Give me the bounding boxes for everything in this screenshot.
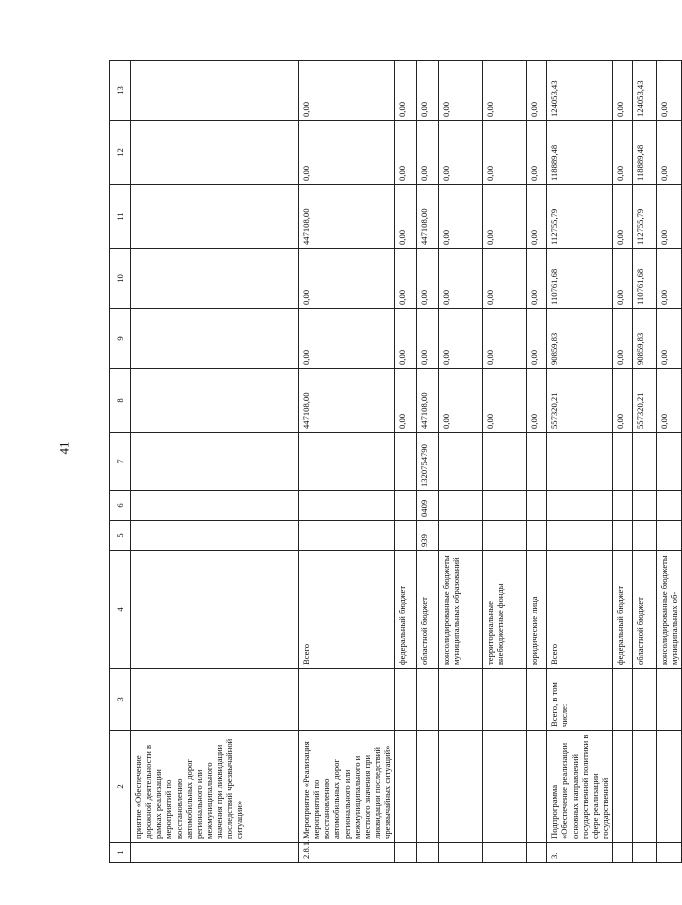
table-cell [395,521,417,551]
table-cell [299,669,395,731]
table-cell: 0,00 [439,61,483,121]
table-cell: 3. [547,843,613,863]
table-cell [417,843,439,863]
table-cell: 118889,48 [547,121,613,185]
table-cell: 112755,79 [547,185,613,249]
table-cell [131,121,299,185]
table-cell [657,731,682,843]
table-cell [131,669,299,731]
table-cell: 0,00 [483,121,527,185]
table-cell [131,843,299,863]
table-cell: 0,00 [299,249,395,309]
table-cell [483,669,527,731]
col-num: 1 [110,843,131,863]
table-cell [395,491,417,521]
table-cell: 90859,83 [633,309,657,369]
table-cell: 0,00 [439,249,483,309]
table-cell [483,731,527,843]
table-cell [527,843,547,863]
table-cell: федеральный бюджет [395,551,417,669]
table-cell: 110761,68 [547,249,613,309]
table-cell: 447108,00 [417,185,439,249]
table-row [483,61,527,863]
col-num: 11 [110,185,131,249]
table-cell [439,731,483,843]
col-num: 5 [110,521,131,551]
table-cell [483,491,527,521]
table-cell [131,309,299,369]
table-cell: 112755,79 [633,185,657,249]
table-cell: областной бюджет [633,551,657,669]
table-cell: 0,00 [613,185,633,249]
table-cell [633,491,657,521]
table-cell: 0,00 [299,61,395,121]
table-cell: юридические лица [527,551,547,669]
table-cell [657,843,682,863]
page-number: 41 [56,441,72,455]
table-cell: 0,00 [527,369,547,433]
col-num: 10 [110,249,131,309]
table-cell: 0,00 [483,185,527,249]
table-cell [613,843,633,863]
col-num: 12 [110,121,131,185]
table-cell: 2.8.1. [299,843,395,863]
table-cell: 0,00 [299,309,395,369]
table-cell [417,669,439,731]
table-cell [483,433,527,491]
table-cell [131,61,299,121]
table-cell: Всего, в том числе: [547,669,613,731]
table-cell [299,521,395,551]
table-cell: 557320,21 [633,369,657,433]
table-row [547,61,613,863]
table-cell [613,731,633,843]
table-cell [439,669,483,731]
table-cell: 0,00 [527,121,547,185]
col-num: 4 [110,551,131,669]
table-cell: 0,00 [657,185,682,249]
table-cell: 0,00 [657,121,682,185]
table-row [657,61,682,863]
table-cell [439,843,483,863]
table-cell: 0,00 [439,121,483,185]
table-cell: 0,00 [527,185,547,249]
table-cell: 0,00 [483,249,527,309]
table-cell [527,669,547,731]
table-cell: 0,00 [483,309,527,369]
table-cell [657,491,682,521]
table-cell: 110761,68 [633,249,657,309]
table-cell: 0,00 [439,185,483,249]
table-cell: 0,00 [613,61,633,121]
table-cell: областной бюджет [417,551,439,669]
col-num: 7 [110,433,131,491]
table-cell: консолидированные бюджеты муниципальных образований [439,551,483,669]
table-cell: 0,00 [395,249,417,309]
col-num: 2 [110,731,131,843]
table-cell: 0,00 [417,121,439,185]
table-cell: 0,00 [417,309,439,369]
table-cell [483,843,527,863]
table-cell: 0,00 [395,369,417,433]
table-cell: 0,00 [613,121,633,185]
table-cell [633,433,657,491]
table-cell: территориальные внебюджетные фонды [483,551,527,669]
table-cell: 0,00 [299,121,395,185]
table-cell [439,433,483,491]
table-cell: 447108,00 [299,185,395,249]
table-cell: 124053,43 [633,61,657,121]
table-cell [633,669,657,731]
table-cell [613,521,633,551]
col-num: 8 [110,369,131,433]
col-num: 9 [110,309,131,369]
table-cell [131,249,299,309]
table-cell [527,433,547,491]
table-cell [299,491,395,521]
table-cell: 0,00 [527,309,547,369]
table-cell [633,731,657,843]
table-cell: 0,00 [417,249,439,309]
table-cell [527,731,547,843]
table-cell: 124053,43 [547,61,613,121]
table-cell: 0,00 [657,249,682,309]
table-cell [657,521,682,551]
table-cell [547,491,613,521]
col-num: 6 [110,491,131,521]
table-cell: 0,00 [395,309,417,369]
table-cell [527,521,547,551]
table-cell: 0,00 [527,61,547,121]
table-cell [547,521,613,551]
table-cell: 0,00 [657,309,682,369]
table-cell [395,433,417,491]
table-cell: 0,00 [613,249,633,309]
table-cell: 0,00 [395,121,417,185]
table-row [395,61,417,863]
table-cell: 0,00 [527,249,547,309]
table-cell: 90859,83 [547,309,613,369]
table-cell: 0,00 [657,369,682,433]
table-cell: 0,00 [657,61,682,121]
table-cell: 0,00 [417,61,439,121]
table-cell [657,433,682,491]
table-cell: консолидированные бюджеты муниципальных об- [657,551,682,669]
table-cell [547,433,613,491]
table-cell [395,669,417,731]
table-cell: Подпрограмма «Обеспечение реализации основных направлений государственной политики в сфере реализации государственной [547,731,613,843]
table-cell: 0,00 [395,185,417,249]
table-cell: 0,00 [613,369,633,433]
column-number-row [110,61,131,863]
table-row [417,61,439,863]
table-cell [613,669,633,731]
table-cell: 0,00 [395,61,417,121]
table-cell [613,433,633,491]
table-row [439,61,483,863]
table-cell: 1320754790 [417,433,439,491]
table-row [299,61,395,863]
table-cell [613,491,633,521]
table-cell: 0409 [417,491,439,521]
table-row [527,61,547,863]
table-cell [395,843,417,863]
table-cell: федеральный бюджет [613,551,633,669]
table-cell [527,491,547,521]
table-cell: 447108,00 [417,369,439,433]
table-cell: приятие «Обеспечение дорожной деятельности в рамках реализации мероприятий по восстановлению автомобильных дорог регионального или межмуниципального значения при ликвидации последствий чрезвычайной ситуации» [131,731,299,843]
table-cell: 0,00 [439,309,483,369]
table-cell [633,521,657,551]
table-row [613,61,633,863]
col-num: 13 [110,61,131,121]
table-cell [395,731,417,843]
table-cell: 0,00 [613,309,633,369]
table-cell [657,669,682,731]
rotated-table-wrapper [109,61,680,863]
table-cell: 0,00 [483,369,527,433]
table-cell [417,731,439,843]
table-cell [131,369,299,433]
table-cell: Всего [299,551,395,669]
table-cell [439,491,483,521]
table-cell [131,521,299,551]
table-cell: 447108,00 [299,369,395,433]
table-cell [131,491,299,521]
table-cell [483,521,527,551]
table-cell: 0,00 [439,369,483,433]
table-cell: Мероприятие «Реализация мероприятий по восстановлению автомобильных дорог регионального или межмуниципального и местного значения при ликвидации последствий чрезвычайных ситуаций» [299,731,395,843]
table-cell [439,521,483,551]
table-cell: 939 [417,521,439,551]
table-cell: 0,00 [483,61,527,121]
budget-table [109,60,682,863]
table-cell [131,551,299,669]
table-row [633,61,657,863]
table-cell: Всего [547,551,613,669]
table-cell [299,433,395,491]
table-cell: 557320,21 [547,369,613,433]
table-cell [131,433,299,491]
table-row [131,61,299,863]
table-cell [131,185,299,249]
col-num: 3 [110,669,131,731]
table-cell: 118889,48 [633,121,657,185]
table-cell [633,843,657,863]
